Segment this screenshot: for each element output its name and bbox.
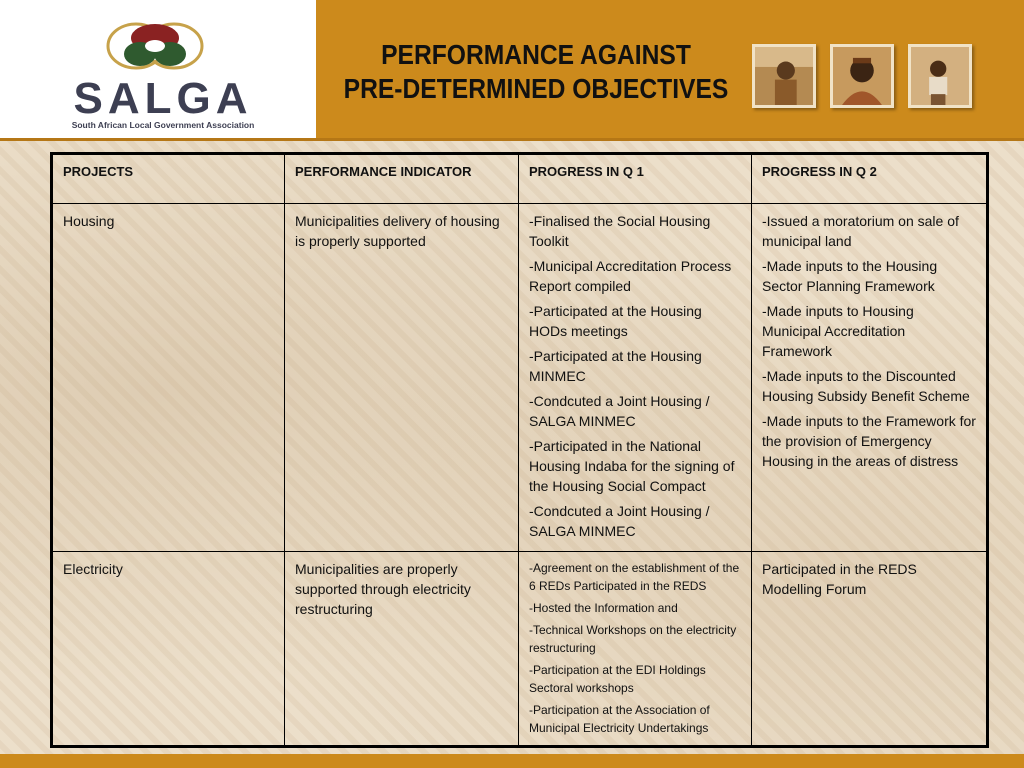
header-progress-q1: PROGRESS IN Q 1	[519, 154, 752, 204]
list-item: -Agreement on the establishment of the 6 REDs Participated in the REDS	[529, 561, 740, 593]
header-photo-2	[830, 44, 894, 108]
logo-panel	[0, 0, 316, 140]
photo-boy-icon	[911, 47, 969, 105]
footer-band	[0, 754, 1024, 768]
list-item: -Condcuted a Joint Housing / SALGA MINMEC	[529, 503, 710, 539]
list-item: -Participated at the Housing MINMEC	[529, 348, 702, 384]
table-header-row	[52, 154, 988, 204]
logo-tagline: South African Local Government Association	[71, 120, 255, 130]
header-progress-q2: PROGRESS IN Q 2	[752, 154, 988, 204]
slide-title	[342, 38, 729, 106]
list-item: -Participation at the Association of Municipal Electricity Undertakings	[529, 703, 710, 735]
cell-progress-q1	[519, 204, 752, 552]
performance-table	[50, 152, 989, 748]
cell-indicator: Municipalities are properly supported through electricity restructuring	[285, 552, 519, 747]
list-item: -Condcuted a Joint Housing / SALGA MINMEC	[529, 393, 710, 429]
header-divider	[0, 138, 1024, 141]
cell-project: Electricity	[52, 552, 285, 747]
cell-indicator: Municipalities delivery of housing is properly supported	[285, 204, 519, 552]
logo-wordmark: SALGA	[73, 74, 253, 123]
header-projects: PROJECTS	[52, 154, 285, 204]
cell-progress-q1	[519, 552, 752, 747]
list-item: -Issued a moratorium on sale of municipal land	[762, 213, 959, 249]
salga-rings-logo	[100, 16, 210, 76]
list-item: -Hosted the Information and	[529, 601, 678, 615]
list-item: -Participation at the EDI Holdings Sectoral workshops	[529, 663, 706, 695]
header-photo-1	[752, 44, 816, 108]
list-item: Participated in the REDS Modelling Forum	[762, 561, 917, 597]
table-row-housing	[52, 204, 988, 552]
table-row-electricity	[52, 552, 988, 747]
list-item: -Finalised the Social Housing Toolkit	[529, 213, 711, 249]
cell-project: Housing	[52, 204, 285, 552]
photo-woman-icon	[833, 47, 891, 105]
header-performance-indicator: PERFORMANCE INDICATOR	[285, 154, 519, 204]
list-item: -Made inputs to the Discounted Housing Subsidy Benefit Scheme	[762, 368, 970, 404]
title-line-1: PERFORMANCE AGAINST	[381, 39, 691, 70]
title-line-2: PRE-DETERMINED OBJECTIVES	[343, 73, 729, 104]
list-item: -Made inputs to Housing Municipal Accreditation Framework	[762, 303, 914, 359]
photo-child-icon	[755, 47, 813, 105]
list-item: -Technical Workshops on the electricity restructuring	[529, 623, 737, 655]
list-item: -Participated in the National Housing Indaba for the signing of the Housing Social Compact	[529, 438, 735, 494]
header-photo-3	[908, 44, 972, 108]
list-item: -Participated at the Housing HODs meetings	[529, 303, 702, 339]
cell-progress-q2	[752, 204, 988, 552]
list-item: -Municipal Accreditation Process Report compiled	[529, 258, 732, 294]
cell-progress-q2	[752, 552, 988, 747]
list-item: -Made inputs to the Framework for the provision of Emergency Housing in the areas of distress	[762, 413, 976, 469]
list-item: -Made inputs to the Housing Sector Planning Framework	[762, 258, 938, 294]
